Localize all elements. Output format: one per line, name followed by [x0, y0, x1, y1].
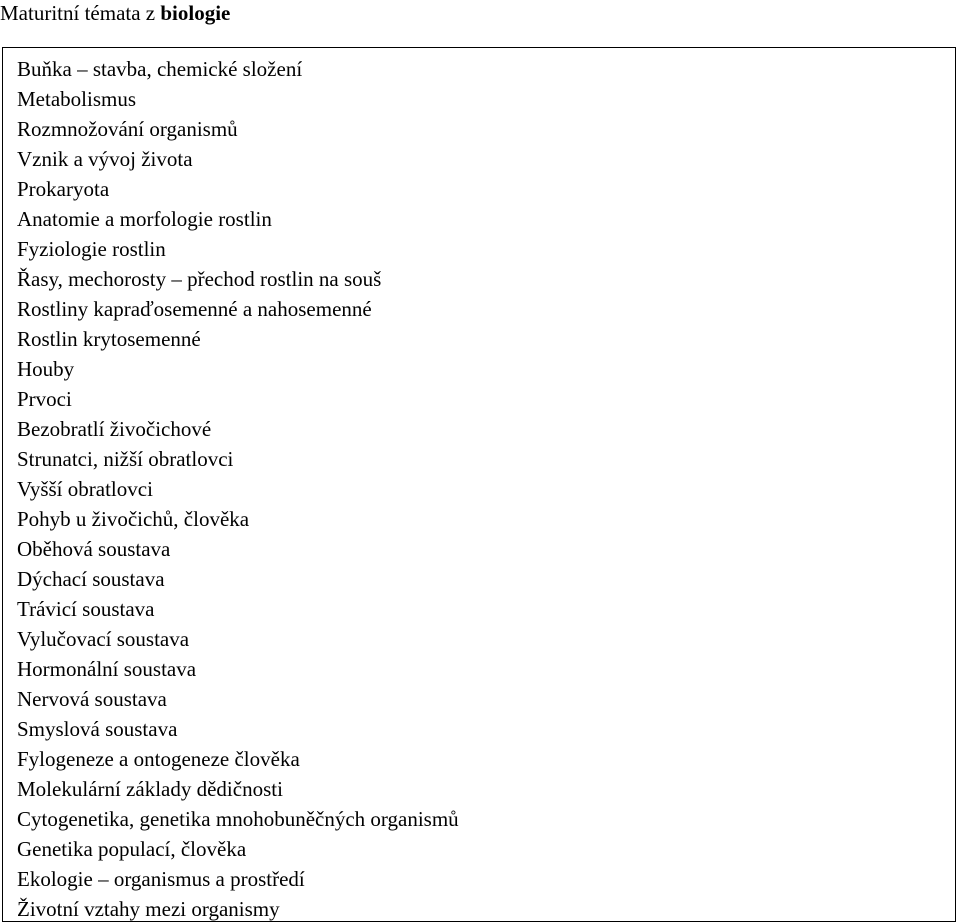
- topic-item: Životní vztahy mezi organismy: [17, 897, 280, 921]
- topic-item: Rozmnožování organismů: [17, 117, 238, 141]
- topic-list: [17, 54, 459, 924]
- topic-item: Dýchací soustava: [17, 567, 165, 591]
- topic-item: Pohyb u živočichů, člověka: [17, 507, 250, 531]
- topic-item: Bezobratlí živočichové: [17, 417, 212, 441]
- topic-item: Prvoci: [17, 387, 72, 411]
- topic-item: Fyziologie rostlin: [17, 237, 166, 261]
- topic-item: Fylogeneze a ontogeneze člověka: [17, 747, 300, 771]
- topic-item: Vznik a vývoj života: [17, 147, 193, 171]
- topic-table: [2, 47, 956, 922]
- topic-item: Vyšší obratlovci: [17, 477, 153, 501]
- topic-item: Anatomie a morfologie rostlin: [17, 207, 272, 231]
- topic-item: Genetika populací, člověka: [17, 837, 247, 861]
- topic-item: Řasy, mechorosty – přechod rostlin na souš: [17, 267, 382, 291]
- topic-item: Ekologie – organismus a prostředí: [17, 867, 305, 891]
- page-title-prefix: Maturitní témata z: [0, 1, 161, 25]
- topic-item: Buňka – stavba, chemické složení: [17, 57, 303, 81]
- topic-item: Oběhová soustava: [17, 537, 171, 561]
- topic-item: Strunatci, nižší obratlovci: [17, 447, 234, 471]
- topic-item: Hormonální soustava: [17, 657, 197, 681]
- topic-item: Trávicí soustava: [17, 597, 155, 621]
- topic-item: Smyslová soustava: [17, 717, 178, 741]
- topic-item: Houby: [17, 357, 75, 381]
- topic-item: Rostliny kapraďosemenné a nahosemenné: [17, 297, 372, 321]
- topic-item: Metabolismus: [17, 87, 136, 111]
- topic-item: Nervová soustava: [17, 687, 167, 711]
- topic-item: Rostlin krytosemenné: [17, 327, 201, 351]
- page-title-subject: biologie: [160, 1, 231, 25]
- topic-item: Prokaryota: [17, 177, 110, 201]
- topic-item: Cytogenetika, genetika mnohobuněčných organismů: [17, 807, 459, 831]
- page-title: [0, 0, 230, 26]
- topic-item: Molekulární základy dědičnosti: [17, 777, 283, 801]
- topic-item: Vylučovací soustava: [17, 627, 190, 651]
